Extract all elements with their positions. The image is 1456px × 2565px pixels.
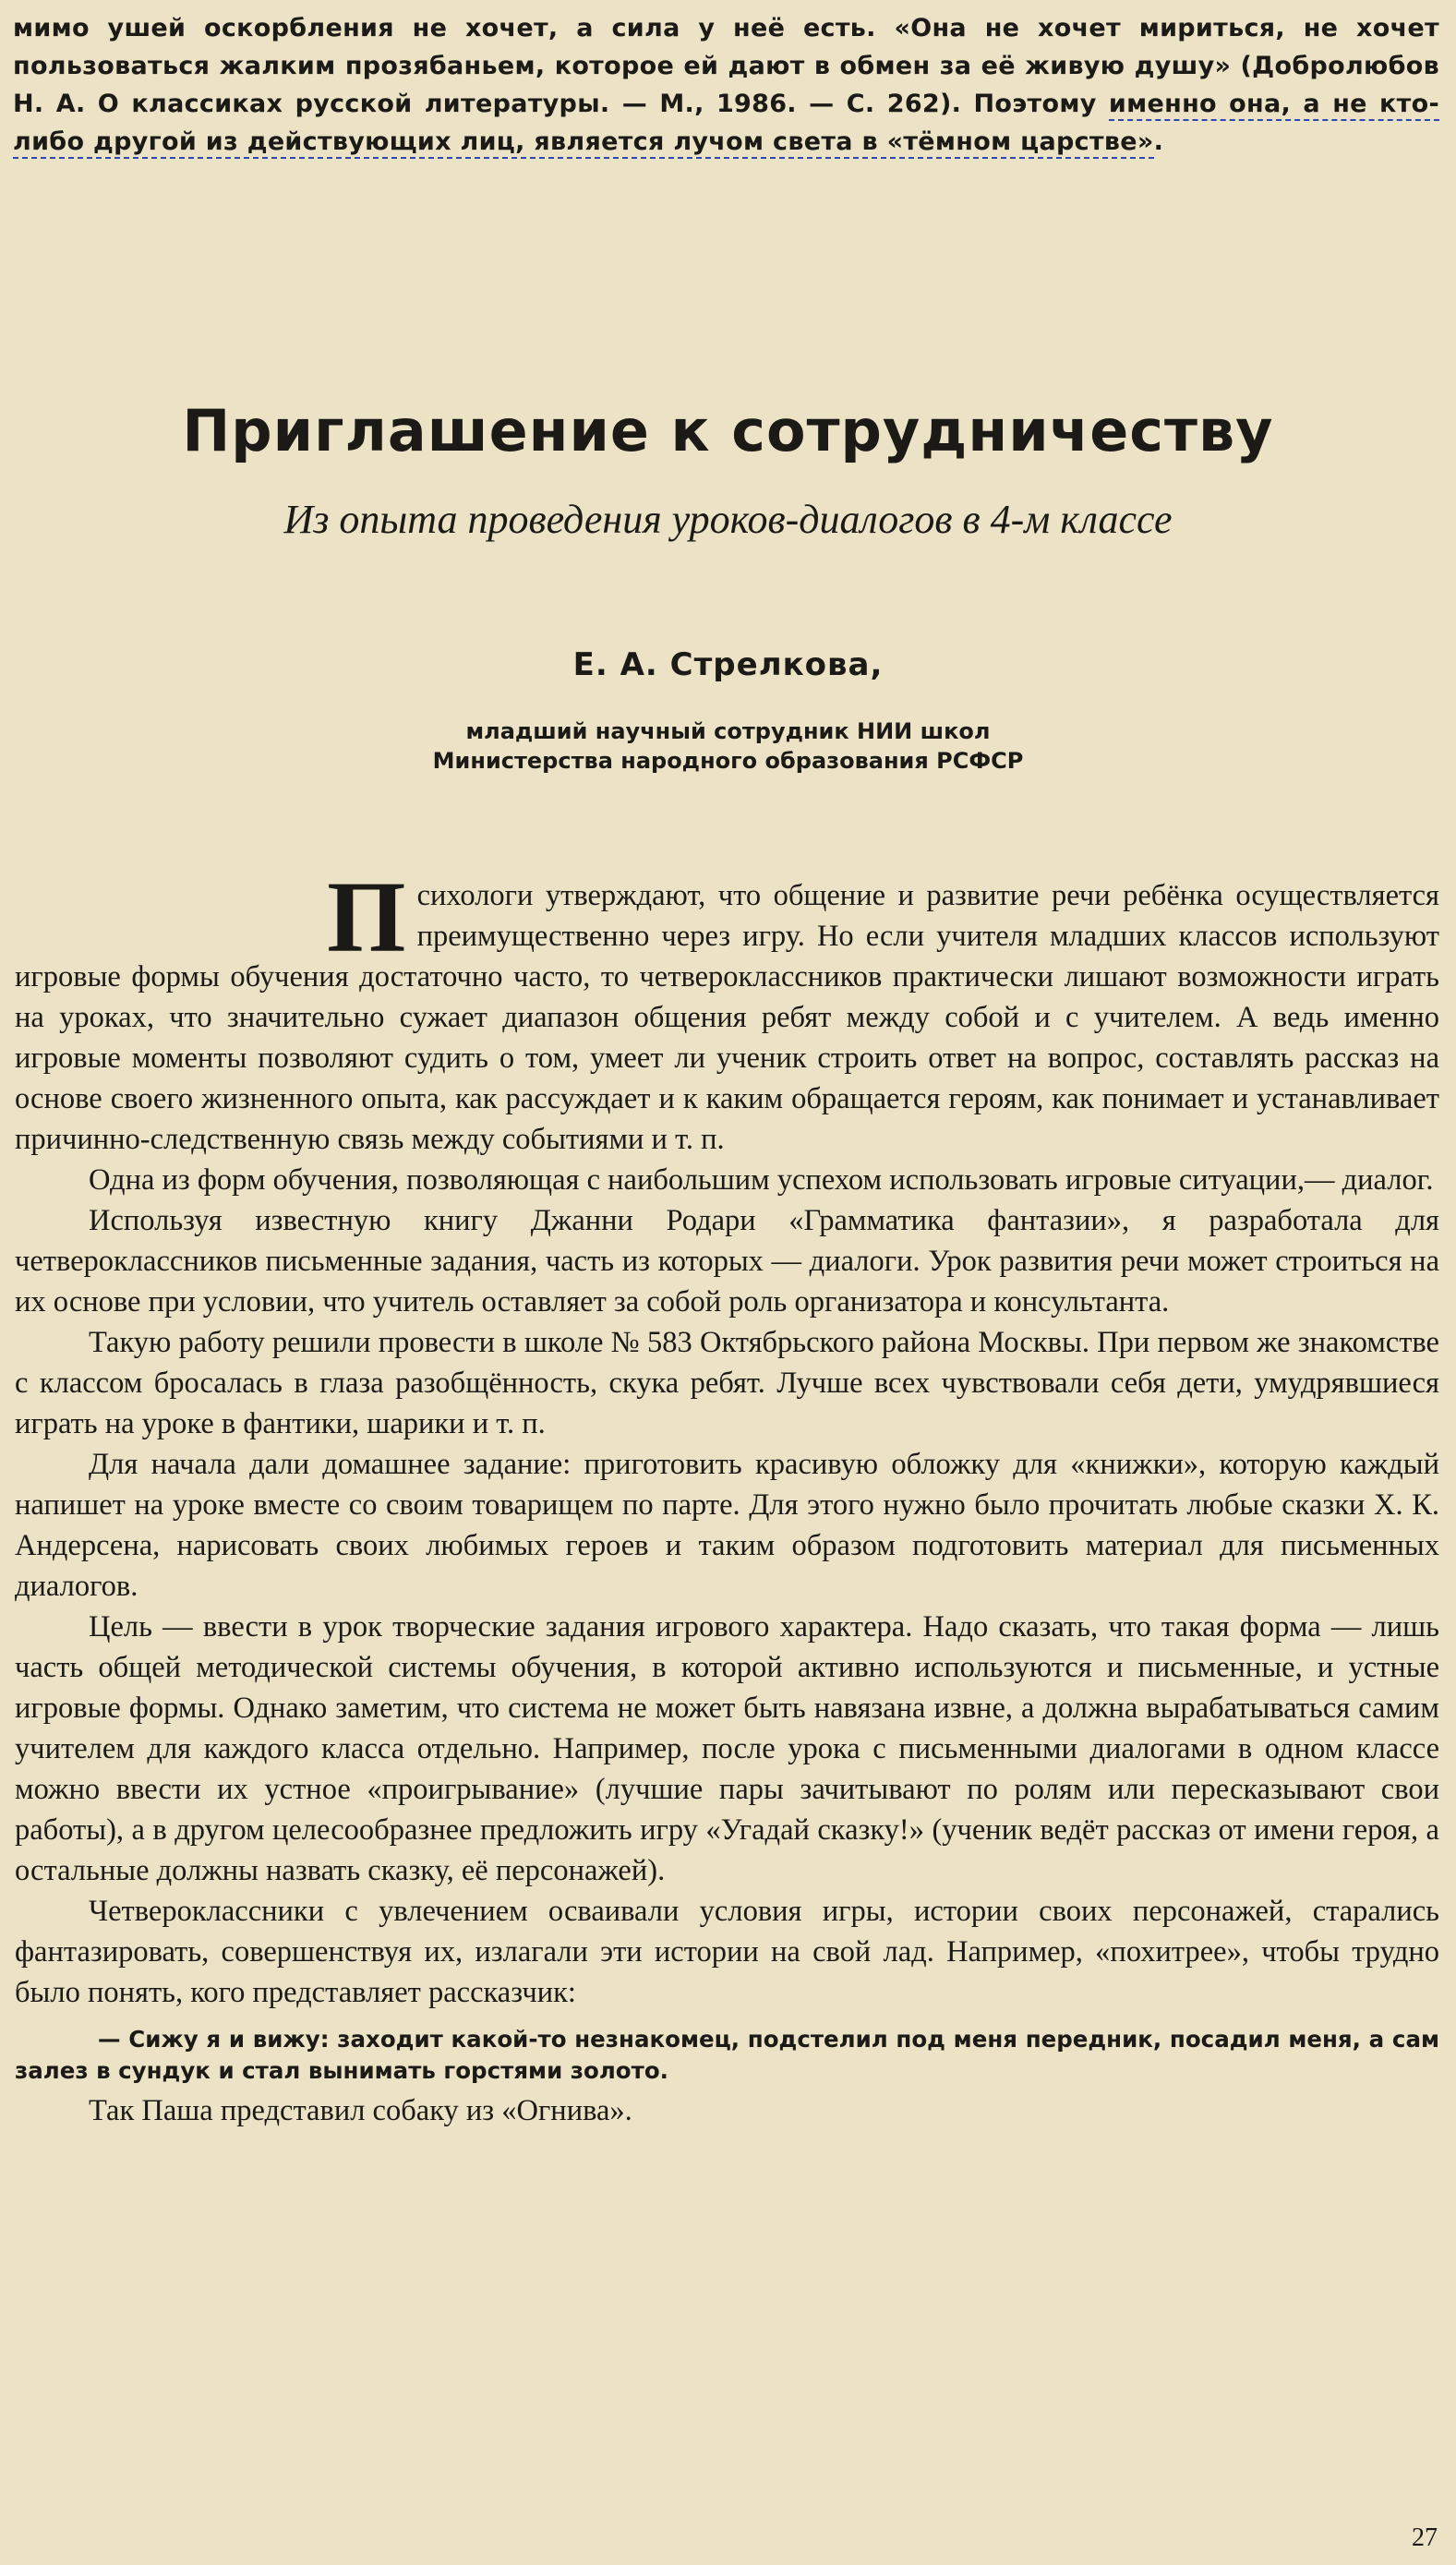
drop-cap: П xyxy=(327,861,406,973)
paragraph-text: сихологи утверждают, что общение и развитие речи ребёнка осуществляется преимущественно через игру. Но если учителя младших классов используют игровые формы обучения достаточно часто, то четвероклассников практически лишают возможности играть на уроках, что значительно сужает диапазон общения ребят между собой и с учителем. А ведь именно игровые моменты позволяют судить о том, умеет ли ученик строить ответ на вопрос, составлять рассказ на основе своего жизненного опыта, как рассуждает и к каким обращается героям, как понимает и устанавливает причинно-следственную связь между событиями и т. п. xyxy=(15,879,1439,1156)
author-position xyxy=(0,717,1456,776)
author-name: Е. А. Стрелкова, xyxy=(572,646,884,683)
body-paragraph: Цель — ввести в урок творческие задания игрового характера. Надо сказать, что такая форма — лишь часть общей методической системы обучения, в которой активно используются и письменные, и устные игровые формы. Однако заметим, что система не может быть навязана извне, а должна вырабатываться самим учителем для каждого класса отдельно. Например, после урока с письменными диалогами в одном классе можно ввести их устное «проигрывание» (лучшие пары зачитывают по ролям или пересказывают свои работы), а в другом целесообразнее предложить игру «Угадай сказку!» (ученик ведёт рассказ от имени героя, а остальные должны назвать сказку, её персонажей). xyxy=(15,1610,1439,1887)
body-paragraph xyxy=(15,861,1439,1160)
article-title: Приглашение к сотрудничеству xyxy=(182,397,1274,464)
body-paragraph: Так Паша представил собаку из «Огнива». xyxy=(89,2094,632,2127)
body-paragraph: Четвероклассники с увлечением осваивали условия игры, истории своих персонажей, старались фантазировать, совершенствуя их, излагали эти истории на свой лад. Например, «похитрее», чтобы трудно было понять, кого представляет рассказчик: xyxy=(15,1895,1439,2009)
article-body xyxy=(15,861,1439,2131)
author-position-line: младший научный сотрудник НИИ школ xyxy=(465,718,991,744)
body-paragraph: Такую работу решили провести в школе № 583 Октябрьского района Москвы. При первом же знакомстве с классом бросалась в глаза разобщённость, скука ребят. Лучше всех чувствовали себя дети, умудрявшиеся играть на уроке в фантики, шарики и т. п. xyxy=(15,1326,1439,1440)
author-position-line: Министерства народного образования РСФСР xyxy=(432,748,1024,774)
article-subtitle: Из опыта проведения уроков-диалогов в 4-м классе xyxy=(283,497,1173,542)
pen-underlined-text: именно она, а не кто-либо другой из действующих лиц, является лучом света в «тёмном царстве» xyxy=(13,90,1439,159)
page-number: 27 xyxy=(1412,2523,1438,2552)
quote-text: мимо ушей оскорбления не хочет, а сила у неё есть. «Она не хочет мириться, не хочет пользоваться жалким прозябаньем, которое ей дают в обмен за её живую душу» (Добролюбов Н. А. О классиках русской литературы. — М., 1986. — С. 262). Поэтому xyxy=(13,14,1439,118)
previous-article-ending xyxy=(13,9,1439,161)
quote-end-punctuation: . xyxy=(1153,127,1164,156)
body-paragraph: Используя известную книгу Джанни Родари «Грамматика фантазии», я разработала для четвероклассников письменные задания, часть из которых — диалоги. Урок развития речи может строиться на их основе при условии, что учитель оставляет за собой роль организатора и консультанта. xyxy=(15,1204,1439,1319)
body-paragraph: Для начала дали домашнее задание: приготовить красивую обложку для «книжки», которую каждый напишет на уроке вместе со своим товарищем по парте. Для этого нужно было прочитать любые сказки Х. К. Андерсена, нарисовать своих любимых героев и таким образом подготовить материал для письменных диалогов. xyxy=(15,1448,1439,1603)
dialogue-quote: — Сижу я и вижу: заходит какой-то незнакомец, подстелил под меня передник, посадил меня, а сам залез в сундук и стал вынимать горстями золото. xyxy=(15,2026,1439,2084)
body-paragraph: Одна из форм обучения, позволяющая с наибольшим успехом использовать игровые ситуации,— диалог. xyxy=(89,1163,1434,1197)
